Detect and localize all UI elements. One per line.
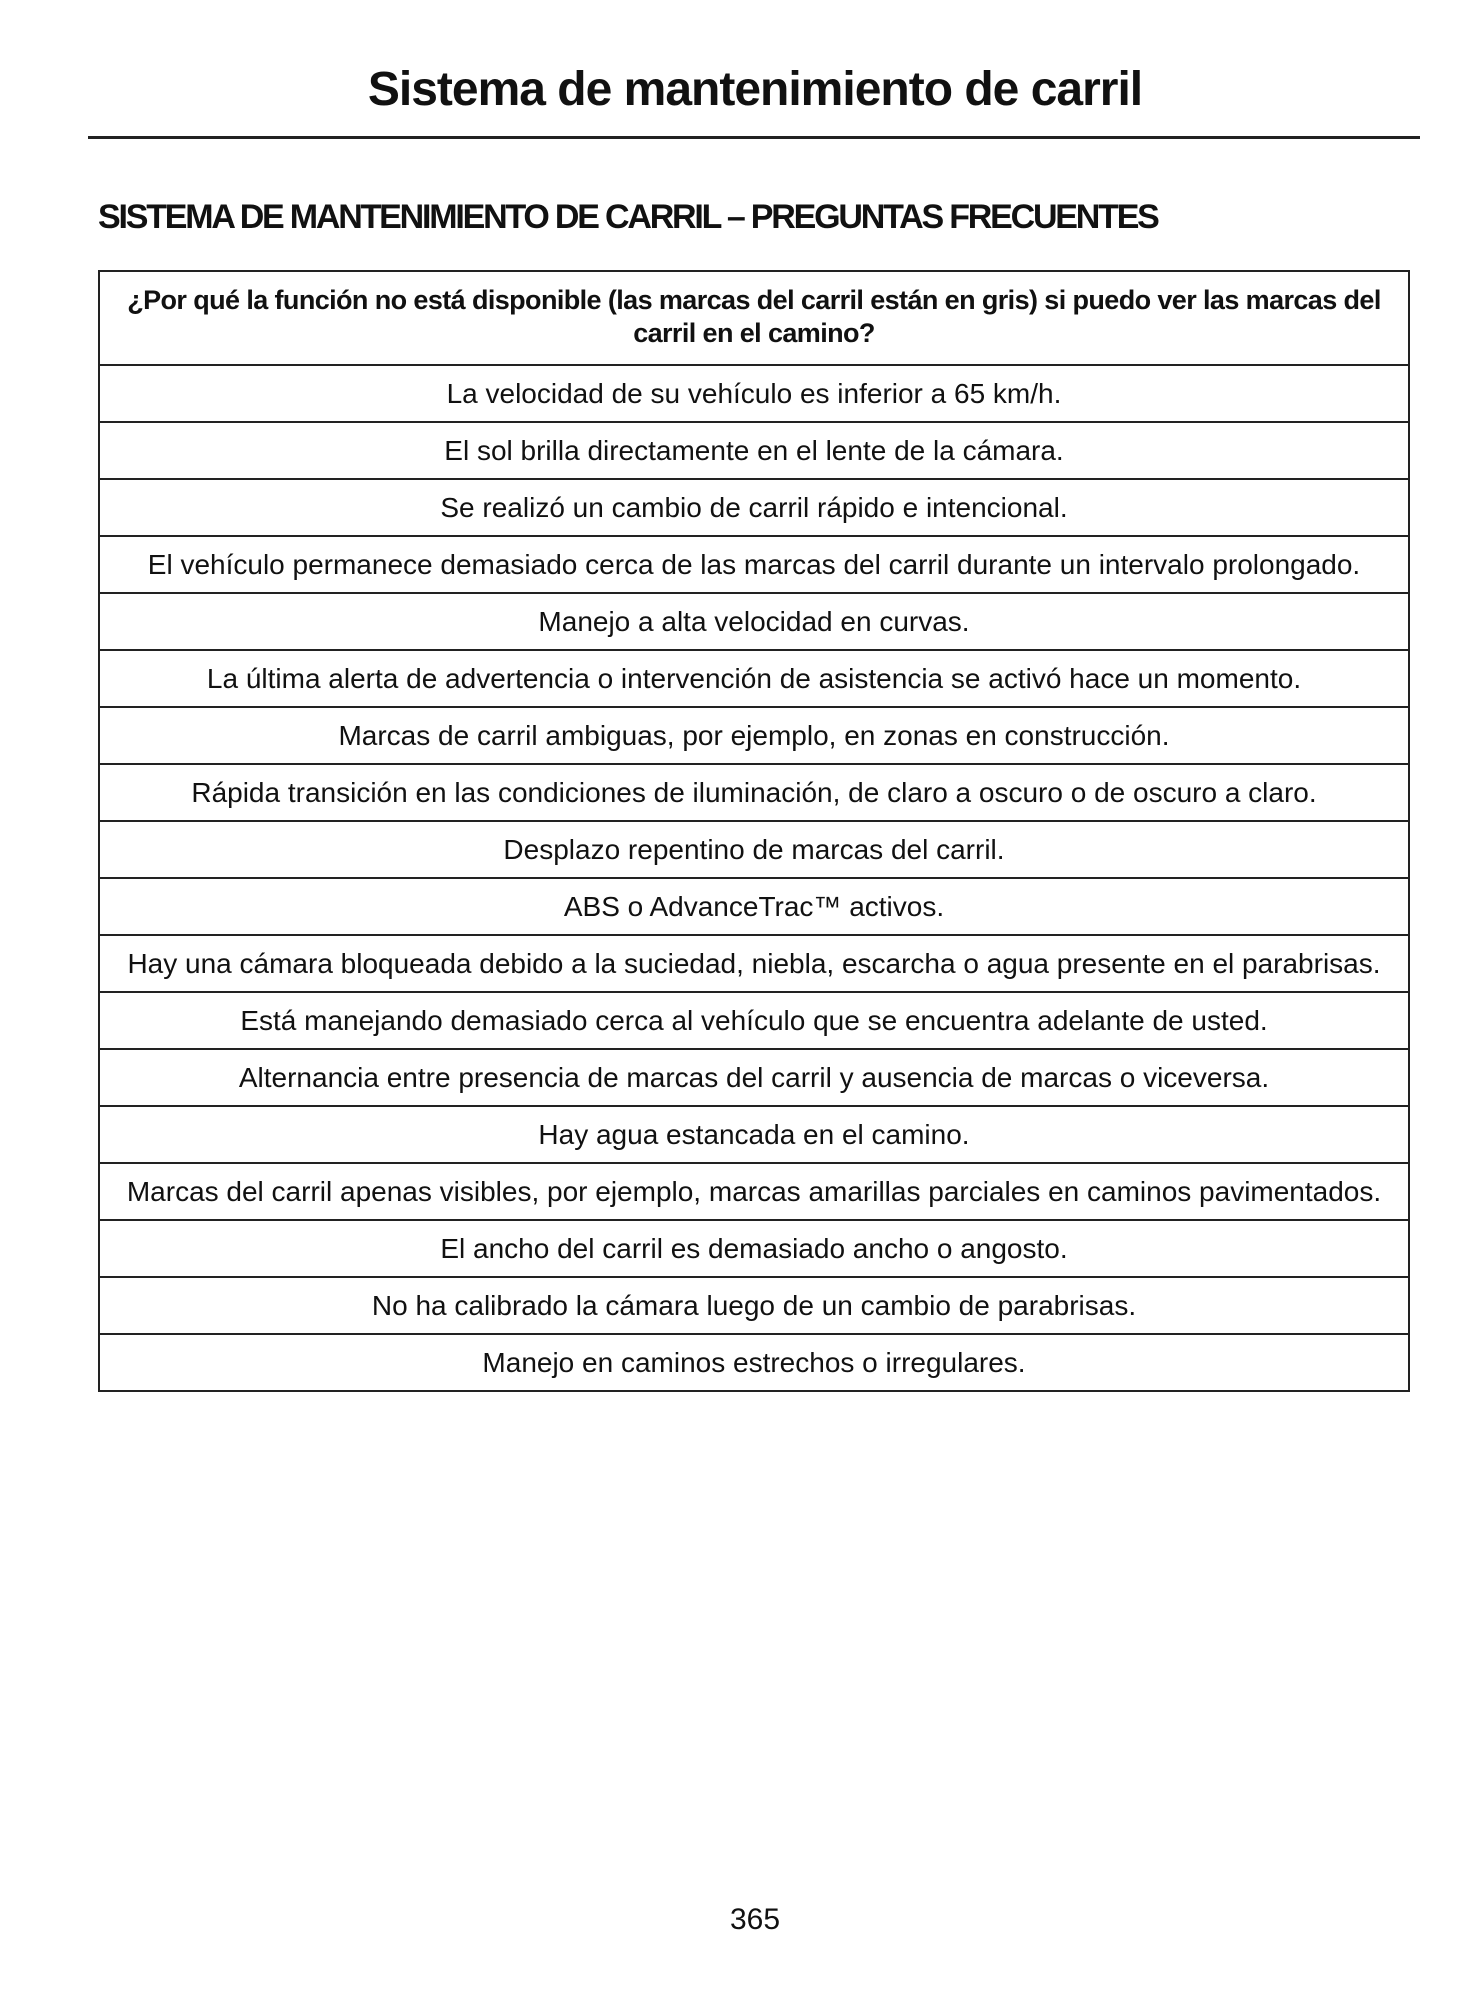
table-row [99, 821, 1409, 878]
table-row [99, 1220, 1409, 1277]
table-row [99, 1106, 1409, 1163]
faq-answer: Rápida transición en las condiciones de iluminación, de claro a oscuro o de oscuro a claro. [99, 764, 1409, 821]
faq-answer: El sol brilla directamente en el lente de la cámara. [99, 422, 1409, 479]
faq-answer: Hay agua estancada en el camino. [99, 1106, 1409, 1163]
table-row [99, 650, 1409, 707]
faq-answer: Marcas del carril apenas visibles, por ejemplo, marcas amarillas parciales en caminos pavimentados. [99, 1163, 1409, 1220]
faq-table [98, 270, 1410, 1392]
faq-answer: Hay una cámara bloqueada debido a la suciedad, niebla, escarcha o agua presente en el parabrisas. [99, 935, 1409, 992]
faq-answer: ABS o AdvanceTrac™ activos. [99, 878, 1409, 935]
table-row [99, 1334, 1409, 1391]
table-row [99, 1163, 1409, 1220]
table-row [99, 479, 1409, 536]
table-row [99, 422, 1409, 479]
faq-answer: Está manejando demasiado cerca al vehículo que se encuentra adelante de usted. [99, 992, 1409, 1049]
table-row [99, 935, 1409, 992]
table-row [99, 365, 1409, 422]
faq-answer: Se realizó un cambio de carril rápido e intencional. [99, 479, 1409, 536]
faq-answer: Manejo a alta velocidad en curvas. [99, 593, 1409, 650]
table-row [99, 878, 1409, 935]
faq-answer: El vehículo permanece demasiado cerca de las marcas del carril durante un intervalo prolongado. [99, 536, 1409, 593]
table-row [99, 764, 1409, 821]
section-heading: SISTEMA DE MANTENIMIENTO DE CARRIL – PREGUNTAS FRECUENTES [98, 198, 1158, 236]
page-title: Sistema de mantenimiento de carril [367, 63, 1143, 116]
faq-answer: La velocidad de su vehículo es inferior a 65 km/h. [99, 365, 1409, 422]
faq-answer: Desplazo repentino de marcas del carril. [99, 821, 1409, 878]
faq-question: ¿Por qué la función no está disponible (las marcas del carril están en gris) si puedo ver las marcas del carril en el camino? [99, 271, 1409, 365]
page-number: 365 [729, 1903, 781, 1936]
faq-question-row [99, 271, 1409, 365]
table-row [99, 536, 1409, 593]
faq-answer: No ha calibrado la cámara luego de un cambio de parabrisas. [99, 1277, 1409, 1334]
faq-answer: Manejo en caminos estrechos o irregulares. [99, 1334, 1409, 1391]
title-divider [88, 136, 1420, 139]
faq-answer: Marcas de carril ambiguas, por ejemplo, en zonas en construcción. [99, 707, 1409, 764]
table-row [99, 1049, 1409, 1106]
table-row [99, 992, 1409, 1049]
faq-answer: El ancho del carril es demasiado ancho o angosto. [99, 1220, 1409, 1277]
table-row [99, 1277, 1409, 1334]
faq-answer: La última alerta de advertencia o intervención de asistencia se activó hace un momento. [99, 650, 1409, 707]
faq-answer: Alternancia entre presencia de marcas del carril y ausencia de marcas o viceversa. [99, 1049, 1409, 1106]
table-row [99, 707, 1409, 764]
table-row [99, 593, 1409, 650]
